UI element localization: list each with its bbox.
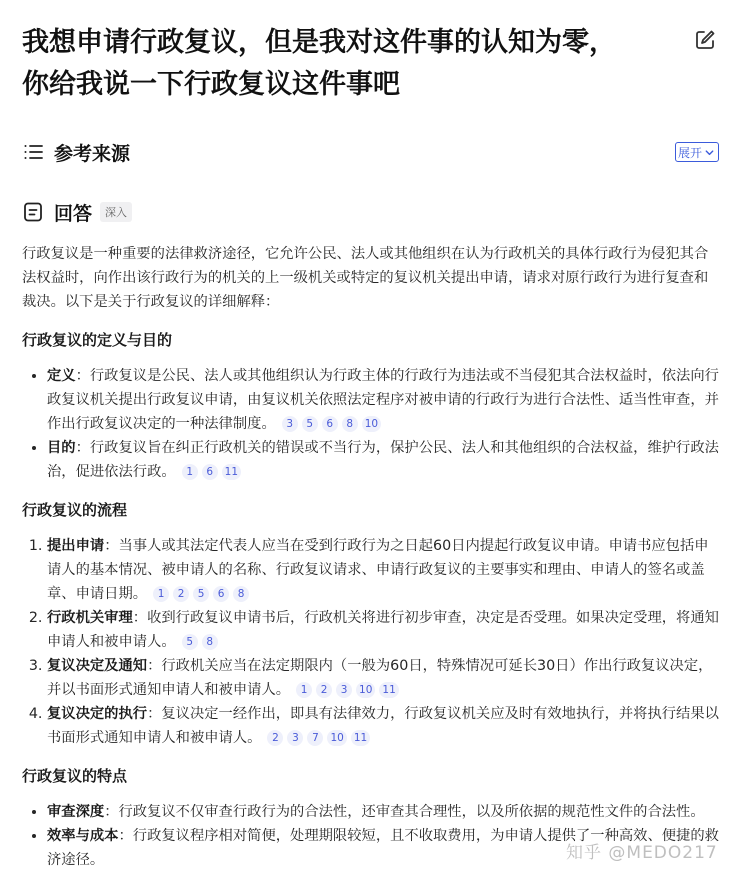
citation-ref[interactable]: 5 (182, 634, 198, 650)
section-heading: 行政复议的特点 (22, 767, 128, 785)
section-list (22, 364, 719, 484)
list-item (47, 436, 719, 484)
section-list (22, 534, 719, 750)
item-term: 审查深度 (47, 804, 105, 820)
citation-ref[interactable]: 11 (222, 464, 241, 480)
watermark: 知乎 @MEDO217 (566, 843, 718, 863)
citation-group (267, 730, 370, 746)
citation-ref[interactable]: 1 (153, 586, 169, 602)
expand-sources-button[interactable] (675, 142, 719, 162)
question-title (22, 22, 682, 106)
chevron-down-icon (704, 147, 715, 158)
citation-ref[interactable]: 8 (342, 416, 358, 432)
citation-ref[interactable]: 1 (182, 464, 198, 480)
list-item (47, 654, 719, 702)
item-text: ：收到行政复议申请书后，行政机关将进行初步审查，决定是否受理。如果决定受理，将通知申请人和被申请人。 (47, 610, 719, 650)
citation-ref[interactable]: 8 (233, 586, 249, 602)
citation-ref[interactable]: 10 (362, 416, 381, 432)
expand-label: 展开 (677, 145, 702, 160)
answer-intro: 行政复议是一种重要的法律救济途径，它允许公民、法人或其他组织在认为行政机关的具体行政行为侵犯其合法权益时，向作出该行政行为的机关的上一级机关或特定的复议机关提出申请，请求对原行政行为进行复查和裁决。以下是关于行政复议的详细解释： (22, 246, 709, 310)
section-heading: 行政复议的定义与目的 (22, 331, 173, 349)
citation-group (153, 586, 249, 602)
citation-ref[interactable]: 5 (193, 586, 209, 602)
item-text: ：行政复议是公民、法人或其他组织认为行政主体的行政行为违法或不当侵犯其合法权益时，依法向行政复议机关提出行政复议申请，由复议机关依照法定程序对被申请的行政行为进行合法性、适当性审查，并作出行政复议决定的一种法律制度。 (47, 368, 719, 432)
answer-sections (22, 328, 719, 872)
citation-ref[interactable]: 10 (356, 682, 375, 698)
citation-ref[interactable]: 3 (282, 416, 298, 432)
citation-ref[interactable]: 3 (287, 730, 303, 746)
citation-ref[interactable]: 6 (322, 416, 338, 432)
question-line-2: 你给我说一下行政复议这件事吧 (22, 69, 400, 100)
list-item (47, 800, 719, 824)
item-term: 行政机关审理 (47, 610, 133, 626)
citation-ref[interactable]: 6 (202, 464, 218, 480)
citation-ref[interactable]: 10 (327, 730, 346, 746)
citation-group (182, 464, 241, 480)
citation-ref[interactable]: 2 (267, 730, 283, 746)
item-text: ：当事人或其法定代表人应当在受到行政行为之日起60日内提起行政复议申请。申请书应包括申请人的基本情况、被申请人的名称、行政复议请求、申请行政复议的主要事实和理由、申请人的签名或盖章、申请日期。 (47, 538, 709, 602)
citation-ref[interactable]: 7 (307, 730, 323, 746)
list-item (47, 364, 719, 436)
item-text: ：行政复议旨在纠正行政机关的错误或不当行为，保护公民、法人和其他组织的合法权益，维护行政法治，促进依法行政。 (47, 440, 719, 480)
citation-ref[interactable]: 6 (213, 586, 229, 602)
item-term: 提出申请 (47, 538, 105, 554)
citation-group (282, 416, 381, 432)
citation-group (296, 682, 399, 698)
citation-ref[interactable]: 11 (379, 682, 398, 698)
answer-content (22, 242, 719, 880)
sources-title: 参考来源 (54, 142, 131, 165)
item-term: 定义 (47, 368, 76, 384)
list-item (47, 534, 719, 606)
answer-title: 回答 (54, 202, 93, 225)
item-term: 复议决定及通知 (47, 658, 148, 674)
depth-badge: 深入 (100, 202, 132, 222)
item-text: ：行政机关应当在法定期限内（一般为60日，特殊情况可延长30日）作出行政复议决定，并以书面形式通知申请人和被申请人。 (47, 658, 713, 698)
item-text: ：复议决定一经作出，即具有法律效力，行政复议机关应及时有效地执行，并将执行结果以书面形式通知申请人和被申请人。 (47, 706, 719, 746)
document-icon (22, 201, 44, 223)
citation-ref[interactable]: 3 (336, 682, 352, 698)
list-icon (22, 141, 44, 163)
question-line-1: 我想申请行政复议，但是我对这件事的认知为零， (22, 27, 616, 58)
edit-question-button[interactable] (693, 28, 717, 52)
citation-ref[interactable]: 11 (351, 730, 370, 746)
item-text: ：行政复议程序相对简便，处理期限较短，且不收取费用，为申请人提供了一种高效、便捷的救济途径。 (47, 828, 719, 868)
edit-icon (693, 28, 717, 52)
citation-ref[interactable]: 1 (296, 682, 312, 698)
item-term: 目的 (47, 440, 76, 456)
section-heading: 行政复议的流程 (22, 501, 128, 519)
citation-ref[interactable]: 2 (316, 682, 332, 698)
citation-ref[interactable]: 5 (302, 416, 318, 432)
item-term: 复议决定的执行 (47, 706, 148, 722)
citation-group (182, 634, 218, 650)
list-item (47, 606, 719, 654)
item-text: ：行政复议不仅审查行政行为的合法性，还审查其合理性，以及所依据的规范性文件的合法性。 (104, 804, 705, 820)
citation-ref[interactable]: 8 (202, 634, 218, 650)
item-term: 效率与成本 (47, 828, 119, 844)
reference-sources (22, 136, 719, 168)
citation-ref[interactable]: 2 (173, 586, 189, 602)
answer-header (22, 196, 132, 228)
list-item (47, 702, 719, 750)
